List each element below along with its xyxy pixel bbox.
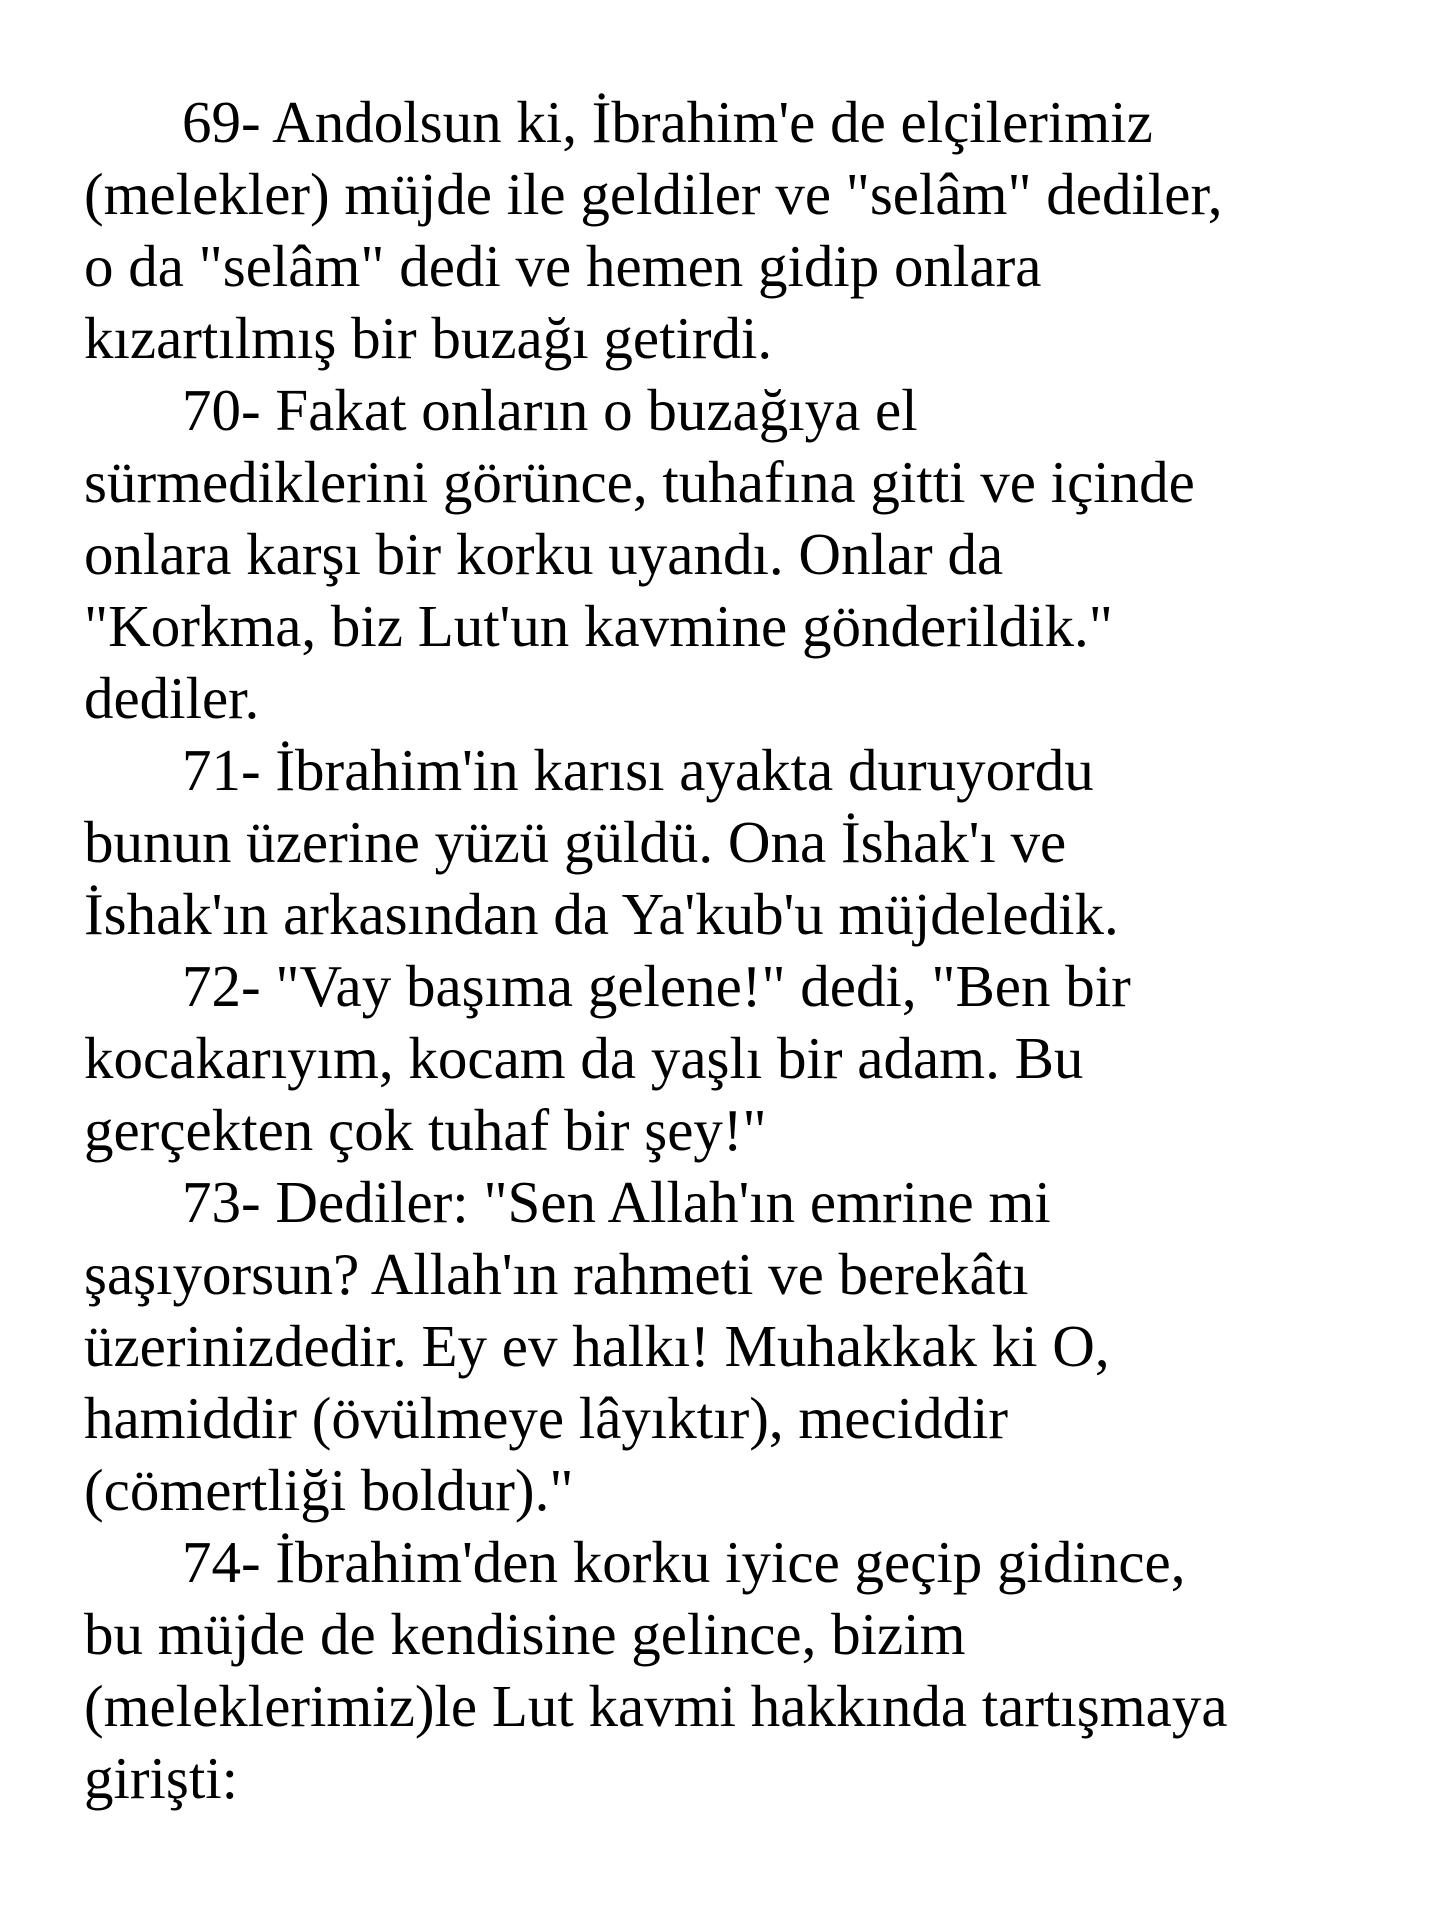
verse-74 (84, 1526, 1374, 1814)
verse-line: şaşıyorsun? Allah'ın rahmeti ve berekâtı (84, 1241, 1029, 1307)
verse-line: (meleklerimiz)le Lut kavmi hakkında tartışmaya (84, 1673, 1228, 1739)
verse-line: girişti: (84, 1745, 239, 1811)
verse-line: 73- Dediler: "Sen Allah'ın emrine mi (182, 1169, 1051, 1235)
verse-line: kocakarıyım, kocam da yaşlı bir adam. Bu (84, 1025, 1084, 1091)
verse-line: o da "selâm" dedi ve hemen gidip onlara (84, 233, 1042, 299)
verse-line: 72- "Vay başıma gelene!" dedi, "Ben bir (182, 953, 1131, 1019)
verse-69 (84, 86, 1374, 374)
verse-line: sürmediklerini görünce, tuhafına gitti ve içinde (84, 449, 1195, 515)
verse-line: bunun üzerine yüzü güldü. Ona İshak'ı ve (84, 809, 1067, 875)
verse-line: İshak'ın arkasından da Ya'kub'u müjdeledik. (84, 881, 1119, 947)
verse-line: 70- Fakat onların o buzağıya el (182, 377, 918, 443)
verse-line: 74- İbrahim'den korku iyice geçip gidince, (182, 1529, 1186, 1595)
verse-72 (84, 950, 1374, 1166)
verse-line: dediler. (84, 665, 260, 731)
verse-line: (cömertliği boldur)." (84, 1457, 574, 1523)
verse-73 (84, 1166, 1374, 1526)
verse-line: onlara karşı bir korku uyandı. Onlar da (84, 521, 1004, 587)
verse-line: "Korkma, biz Lut'un kavmine gönderildik." (84, 593, 1113, 659)
verse-line: gerçekten çok tuhaf bir şey!" (84, 1097, 767, 1163)
verse-line: bu müjde de kendisine gelince, bizim (84, 1601, 966, 1667)
verse-line: üzerinizdedir. Ey ev halkı! Muhakkak ki O, (84, 1313, 1110, 1379)
verse-line: 71- İbrahim'in karısı ayakta duruyordu (182, 737, 1094, 803)
verse-71 (84, 734, 1374, 950)
verse-line: hamiddir (övülmeye lâyıktır), meciddir (84, 1385, 1009, 1451)
verse-line: (melekler) müjde ile geldiler ve "selâm" dediler, (84, 161, 1223, 227)
verse-70 (84, 374, 1374, 734)
verse-line: 69- Andolsun ki, İbrahim'e de elçilerimiz (182, 89, 1153, 155)
text-body (84, 86, 1374, 1814)
verse-line: kızartılmış bir buzağı getirdi. (84, 305, 773, 371)
